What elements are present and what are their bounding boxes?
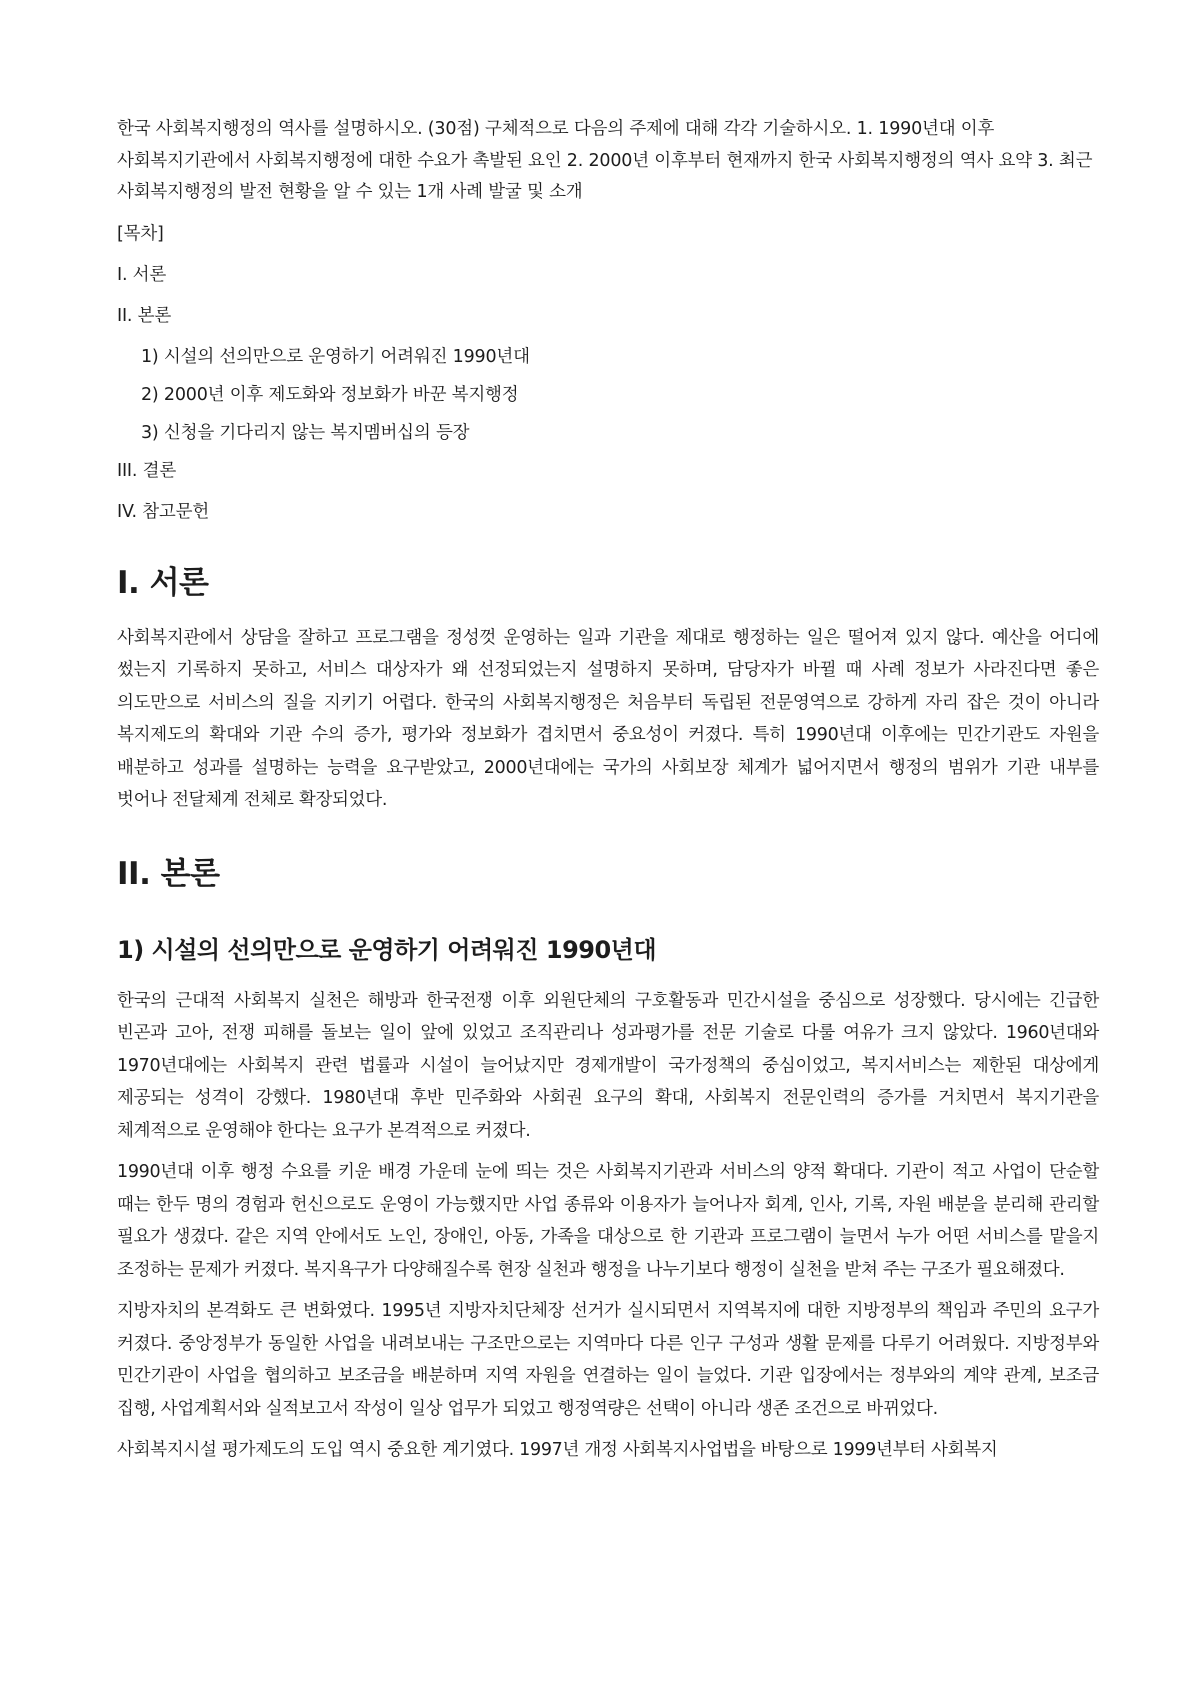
intro-paragraph: 사회복지관에서 상담을 잘하고 프로그램을 정성껏 운영하는 일과 기관을 제대로 행정하는 일은 떨어져 있지 않다. 예산을 어디에 썼는지 기록하지 못하고, 서비스 대상자가 왜 선정되었는지 설명하지 못하며, 담당자가 바뀔 때 사례 정보가 사라진다면 좋은 의도만으로 서비스의 질을 지키기 어렵다. 한국의 사회복지행정은 처음부터 독립된 전문영역으로 강하게 자리 잡은 것이 아니라 복지제도의 확대와 기관 수의 증가, 평가와 정보화가 겹치면서 중요성이 커졌다. 특히 1990년대 이후에는 민간기관도 자원을 배분하고 성과를 설명하는 능력을 요구받았고, 2000년대에는 국가의 사회보장 체계가 넓어지면서 행정의 범위가 기관 내부를 벗어나 전달체계 전체로 확장되었다. xyxy=(117,627,1099,810)
body-paragraph: 한국의 근대적 사회복지 실천은 해방과 한국전쟁 이후 외원단체의 구호활동과 민간시설을 중심으로 성장했다. 당시에는 긴급한 빈곤과 고아, 전쟁 피해를 돌보는 일이 앞에 있었고 조직관리나 성과평가를 전문 기술로 다룰 여유가 크지 않았다. 1960년대와 1970년대에는 사회복지 관련 법률과 시설이 늘어났지만 경제개발이 국가정책의 중심이었고, 복지서비스는 제한된 대상에게 제공되는 성격이 강했다. 1980년대 후반 민주화와 사회권 요구의 확대, 사회복지 전문인력의 증가를 거치면서 복지기관을 체계적으로 운영해야 한다는 요구가 본격적으로 커졌다. xyxy=(117,990,1099,1141)
toc-item-conclusion: III. 결론 xyxy=(117,460,177,481)
assignment-question: 한국 사회복지행정의 역사를 설명하시오. (30점) 구체적으로 다음의 주제에 대해 각각 기술하시오. 1. 1990년대 이후 사회복지기관에서 사회복지행정에 대한 수요가 촉발된 요인 2. 2000년 이후부터 현재까지 한국 사회복지행정의 역사 요약 3. 최근 사회복지행정의 발전 현황을 알 수 있는 1개 사례 발굴 및 소개 xyxy=(117,119,1093,202)
body-paragraph: 1990년대 이후 행정 수요를 키운 배경 가운데 눈에 띄는 것은 사회복지기관과 서비스의 양적 확대다. 기관이 적고 사업이 단순할 때는 한두 명의 경험과 헌신으로도 운영이 가능했지만 사업 종류와 이용자가 늘어나자 회계, 인사, 기록, 자원 배분을 분리해 관리할 필요가 생겼다. 같은 지역 안에서도 노인, 장애인, 아동, 가족을 대상으로 한 기관과 프로그램이 늘면서 누가 어떤 서비스를 맡을지 조정하는 문제가 커졌다. 복지욕구가 다양해질수록 현장 실천과 행정을 나누기보다 행정이 실천을 받쳐 주는 구조가 필요해졌다. xyxy=(117,1162,1099,1280)
section-title-body: II. 본론 xyxy=(117,855,220,892)
body-paragraph: 지방자치의 본격화도 큰 변화였다. 1995년 지방자치단체장 선거가 실시되면서 지역복지에 대한 지방정부의 책임과 주민의 요구가 커졌다. 중앙정부가 동일한 사업을 내려보내는 구조만으로는 지역마다 다른 인구 구성과 생활 문제를 다루기 어려웠다. 지방정부와 민간기관이 사업을 협의하고 보조금을 배분하며 지역 자원을 연결하는 일이 늘었다. 기관 입장에서는 정부와의 계약 관계, 보조금 집행, 사업계획서와 실적보고서 작성이 일상 업무가 되었고 행정역량은 선택이 아니라 생존 조건으로 바뀌었다. xyxy=(117,1301,1099,1419)
document-page xyxy=(117,114,1099,1476)
toc-heading: [목차] xyxy=(117,223,164,244)
subsection-title-1990s: 1) 시설의 선의만으로 운영하기 어려워진 1990년대 xyxy=(117,935,657,964)
body-paragraph: 사회복지시설 평가제도의 도입 역시 중요한 계기였다. 1997년 개정 사회복지사업법을 바탕으로 1999년부터 사회복지 xyxy=(117,1440,998,1460)
toc-item-references: IV. 참고문헌 xyxy=(117,501,210,522)
toc-item-body: II. 본론 xyxy=(117,305,172,326)
toc-subitem-2000s: 2) 2000년 이후 제도화와 정보화가 바꾼 복지행정 xyxy=(141,384,519,405)
table-of-contents xyxy=(117,262,1099,526)
section-title-intro: I. 서론 xyxy=(117,564,209,601)
toc-item-intro: I. 서론 xyxy=(117,264,167,285)
toc-subitem-1990s: 1) 시설의 선의만으로 운영하기 어려워진 1990년대 xyxy=(141,346,530,367)
toc-subitem-membership: 3) 신청을 기다리지 않는 복지멤버십의 등장 xyxy=(141,422,470,443)
